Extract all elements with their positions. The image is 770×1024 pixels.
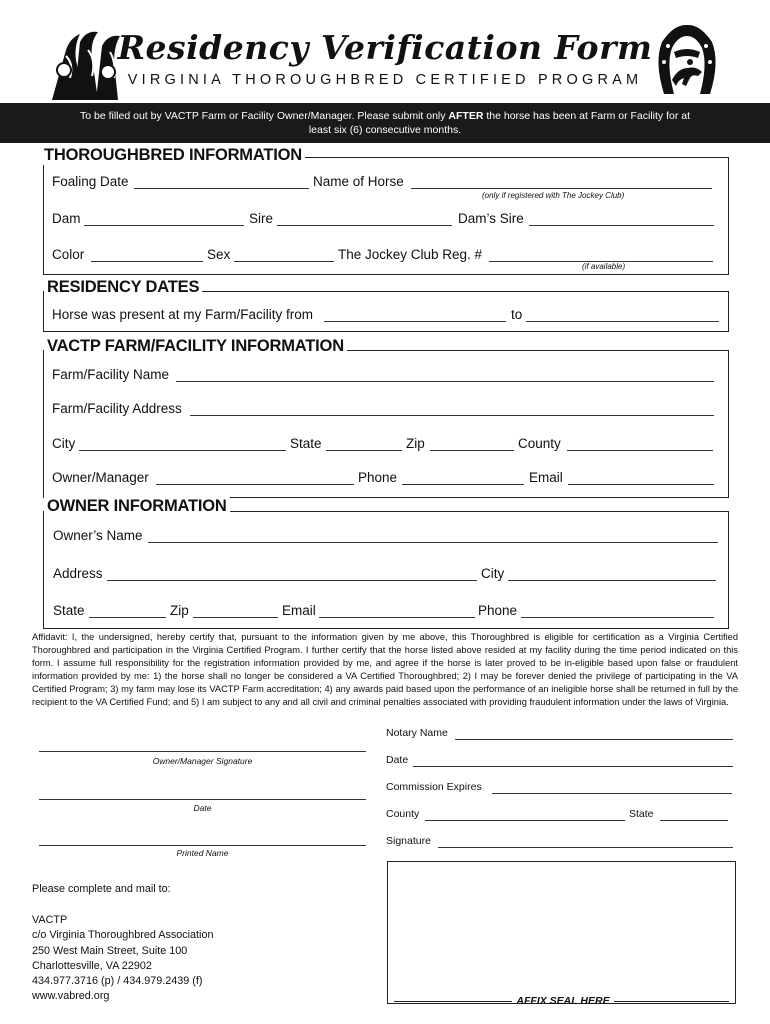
facility-phone-field[interactable] [402, 484, 524, 485]
sire-label: Sire [249, 211, 274, 226]
owner-email-field[interactable] [319, 617, 475, 618]
name-of-horse-note: (only if registered with The Jockey Club) [482, 191, 625, 200]
form-title: Residency Verification Form [117, 28, 653, 67]
owner-name-field[interactable] [148, 542, 718, 543]
facility-name-label: Farm/Facility Name [52, 367, 170, 382]
residency-to-label: to [511, 307, 523, 322]
facility-zip-field[interactable] [430, 450, 514, 451]
facility-heading: VACTP FARM/FACILITY INFORMATION [44, 337, 347, 356]
printed-name-caption: Printed Name [176, 848, 229, 858]
facility-address-label: Farm/Facility Address [52, 401, 182, 416]
sex-field[interactable] [234, 261, 334, 262]
mail-co: c/o Virginia Thoroughbred Association [32, 929, 214, 942]
facility-name-field[interactable] [176, 381, 714, 382]
facility-owner-field[interactable] [156, 484, 354, 485]
dam-label: Dam [52, 211, 81, 226]
notary-state-field[interactable] [660, 820, 728, 821]
printed-name-field[interactable] [39, 845, 366, 846]
residency-heading: RESIDENCY DATES [44, 278, 202, 297]
notary-date-field[interactable] [413, 766, 733, 767]
mail-phone: 434.977.3716 (p) / 434.979.2439 (f) [32, 975, 203, 988]
owner-city-field[interactable] [508, 580, 716, 581]
facility-city-label: City [52, 436, 76, 451]
name-of-horse-field[interactable] [411, 188, 712, 189]
dams-sire-label: Dam’s Sire [458, 211, 524, 226]
facility-county-field[interactable] [567, 450, 713, 451]
residency-from-field[interactable] [324, 321, 506, 322]
sire-field[interactable] [277, 225, 452, 226]
notary-state-label: State [629, 808, 654, 820]
facility-state-field[interactable] [326, 450, 402, 451]
owner-name-label: Owner’s Name [53, 528, 143, 543]
owner-phone-label: Phone [478, 603, 518, 618]
banner-text-bold: AFTER [448, 110, 484, 122]
facility-city-field[interactable] [79, 450, 286, 451]
facility-address-field[interactable] [190, 415, 714, 416]
facility-county-label: County [518, 436, 561, 451]
commission-expires-label: Commission Expires [386, 781, 482, 793]
name-of-horse-label: Name of Horse [313, 174, 404, 189]
mail-street: 250 West Main Street, Suite 100 [32, 944, 188, 957]
signature-date-caption: Date [193, 803, 212, 813]
color-field[interactable] [91, 261, 203, 262]
affix-seal-text: AFFIX SEAL HERE [516, 995, 610, 1007]
owner-email-label: Email [282, 603, 316, 618]
affix-seal-label [387, 995, 736, 1007]
owner-phone-field[interactable] [521, 617, 714, 618]
owner-heading: OWNER INFORMATION [44, 497, 230, 516]
mail-intro: Please complete and mail to: [32, 883, 171, 895]
mail-to-block [32, 882, 213, 1004]
owner-city-label: City [481, 566, 505, 581]
owner-state-label: State [53, 603, 85, 618]
banner-text-post: the horse has been at Farm or Facility for at [483, 110, 691, 122]
notary-date-label: Date [386, 754, 409, 766]
residency-to-field[interactable] [526, 321, 719, 322]
residency-from-label: Horse was present at my Farm/Facility from [52, 307, 314, 322]
mail-web[interactable]: www.vabred.org [32, 990, 110, 1003]
commission-expires-field[interactable] [492, 793, 732, 794]
notary-county-field[interactable] [425, 820, 625, 821]
owner-signature-caption: Owner/Manager Signature [152, 756, 253, 766]
owner-section-box [43, 511, 729, 629]
affidavit-text: Affidavit: I, the undersigned, hereby certify that, pursuant to the information given by me above, this Thoroughbred is eligible for certification as a Virginia Certified Thoroughbred and participation in the Virginia Certified Program. I further certify that the horse listed above resided at my facility during the time period indicated on this form. I assume full responsibility for the registration information provided by me, and agree if the horse is later proved to be in-eligible based upon false or fraudulent information provided by me: 1) the horse shall no longer be considered a VA Certified Thoroughbred; 2) I may be forever denied the privilege of participating in the VA Certified Program; 3) my farm may lose its VACTP Farm accreditation; 4) any awards paid based upon the performance of an ineligible horse shall be returned in full by the recipient to the VA Certified Fund; and 5) I am subject to any and all civil and criminal penalties associated with providing fraudulent information under the laws of Virginia. [32, 632, 738, 707]
mail-city: Charlottesville, VA 22902 [32, 959, 152, 972]
facility-owner-label: Owner/Manager [52, 470, 149, 485]
notary-name-label: Notary Name [386, 727, 448, 739]
facility-state-label: State [290, 436, 322, 451]
instructions-banner [0, 103, 770, 143]
dam-field[interactable] [84, 225, 244, 226]
jockey-reg-label: The Jockey Club Reg. # [338, 247, 483, 262]
facility-email-field[interactable] [568, 484, 714, 485]
notary-signature-field[interactable] [438, 847, 733, 848]
notary-signature-label: Signature [386, 835, 431, 847]
owner-zip-label: Zip [170, 603, 189, 618]
foaling-date-field[interactable] [134, 188, 309, 189]
banner-text-line2: least six (6) consecutive months. [308, 124, 462, 136]
mail-org: VACTP [32, 914, 68, 927]
owner-address-field[interactable] [107, 580, 477, 581]
dams-sire-field[interactable] [529, 225, 714, 226]
facility-phone-label: Phone [358, 470, 398, 485]
banner-text-pre: To be filled out by VACTP Farm or Facility Owner/Manager. Please submit only [79, 110, 449, 122]
facility-zip-label: Zip [406, 436, 425, 451]
owner-state-field[interactable] [89, 617, 166, 618]
seal-box [387, 861, 736, 1004]
owner-address-label: Address [53, 566, 103, 581]
program-subtitle: VIRGINIA THOROUGHBRED CERTIFIED PROGRAM [127, 72, 643, 88]
owner-signature-field[interactable] [39, 751, 366, 752]
jockey-reg-note: (if available) [582, 262, 626, 271]
signature-date-field[interactable] [39, 799, 366, 800]
thoroughbred-heading: THOROUGHBRED INFORMATION [41, 146, 305, 165]
foaling-date-label: Foaling Date [52, 174, 129, 189]
notary-name-field[interactable] [455, 739, 733, 740]
sex-label: Sex [207, 247, 231, 262]
facility-email-label: Email [529, 470, 563, 485]
owner-zip-field[interactable] [193, 617, 278, 618]
notary-county-label: County [386, 808, 420, 820]
color-label: Color [52, 247, 85, 262]
